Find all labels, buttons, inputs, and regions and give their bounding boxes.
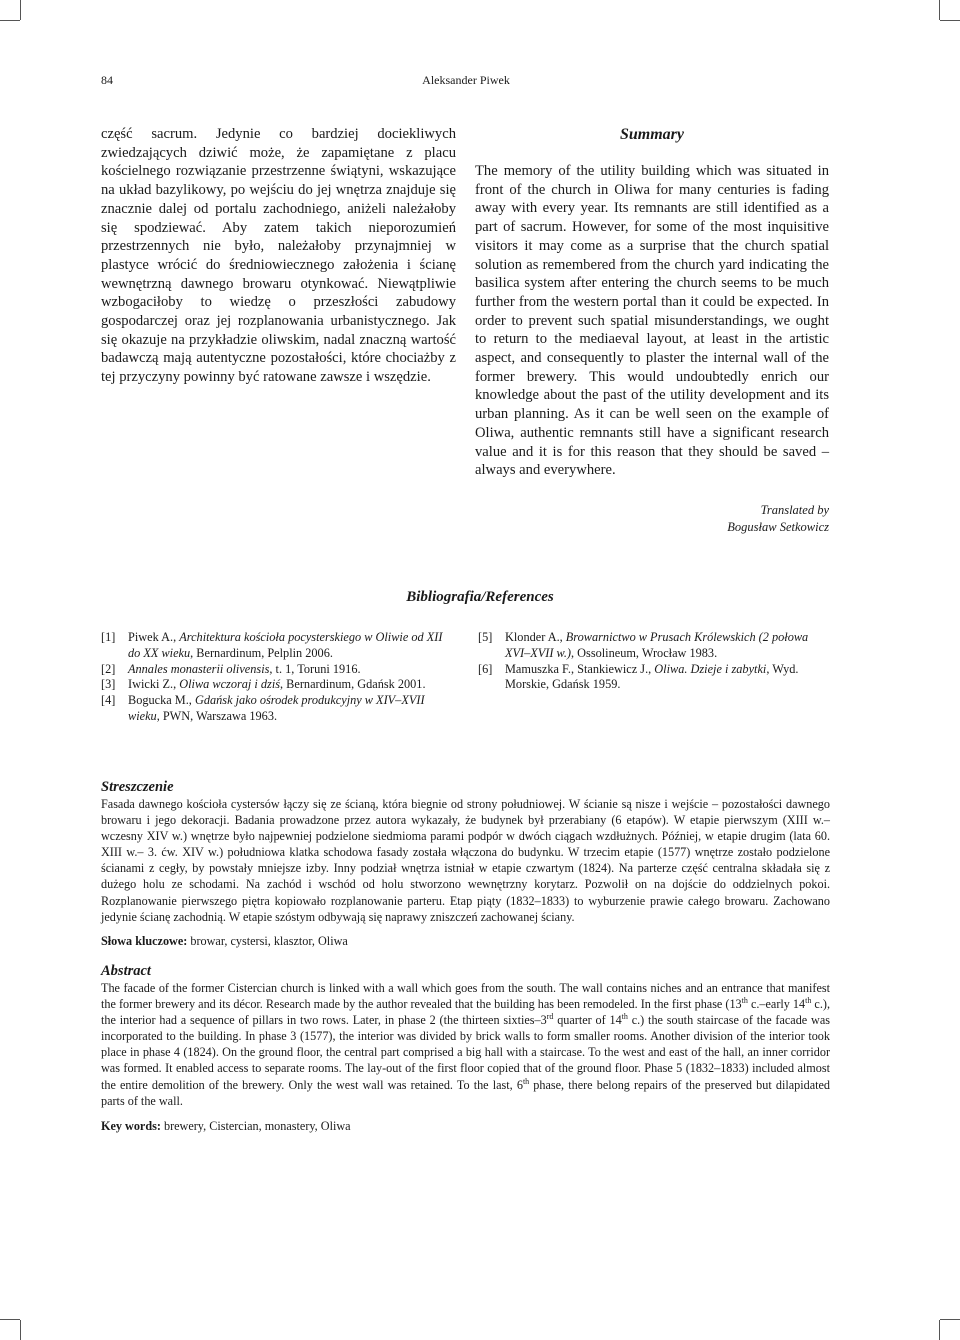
crop-mark [939,0,940,20]
reference-item [101,630,456,662]
polish-keywords [101,934,348,949]
abstract-text: The facade of the former Cistercian church is linked with a wall which goes from the south. The wall contains niches and an entrance that manifest the former brewery and its décor. Research made by the author revealed that the building has been remodeled. In the first phase (13th c.–early 14th c.), the interior had a sequence of pillars in two rows. Later, in phase 2 (the thirteen sixties–3rd quarter of 14th c.) the south staircase of the facade was incorporated to the building. In phase 3 (1577), the interior was divided by brick walls to form smaller rooms. Another division of the interior took place in phase 4 (1824). On the ground floor, the central part comprised a big hall with a staircase. To the west and east of the hall, an inner corridor was formed. It enabled access to separate rooms. The lay-out of the first floor copied that of the ground floor. Phase 5 (1832–1833) included almost the entire demolition of the brewery. Only the west wall was retained. To the last, 6th phase, there belong repairs of the preserved but dilapidated parts of the wall. [101,981,830,1108]
reference-item [101,693,456,725]
reference-number: [5] [478,630,493,644]
translated-by-label: Translated by [760,503,829,517]
reference-author: Bogucka M., [128,693,195,708]
abstract-heading: Abstract [101,963,151,979]
reference-publisher: , Bernardinum, Gdańsk 2001. [280,677,426,692]
reference-publisher: , PWN, Warszawa 1963. [156,708,278,723]
reference-publisher: , Bernardinum, Pelplin 2006. [190,645,333,660]
reference-title: Gdańsk jako ośrodek produkcyjny w XIV–XVII wieku [128,693,425,723]
reference-author: Piwek A., [128,630,180,644]
page-header [101,73,831,91]
running-head: Aleksander Piwek [422,73,510,87]
reference-publisher: , Ossolineum, Wrocław 1983. [571,645,718,660]
keywords-list: brewery, Cistercian, monastery, Oliwa [160,1119,351,1133]
reference-title: Architektura kościoła pocysterskiego w Oliwie od XII do XX wieku [128,630,443,660]
bibliography-right-column [478,630,830,693]
reference-number: [4] [101,693,116,708]
english-keywords [101,1119,351,1134]
reference-publisher: , t. 1, Toruni 1916. [269,661,361,676]
summary-heading: Summary [619,126,684,143]
reference-title: Oliwa wczoraj i dziś [179,677,281,692]
crop-mark [0,20,20,21]
crop-mark [20,1320,21,1340]
reference-item [101,662,456,678]
polish-conclusion-text: część sacrum. Jedynie co bardziej dociekliwych zwiedzających dziwić może, że zapamiętane z placu kościelnego rozwiązanie przestrzenne świątyni, wskazujące na układ bazylikowy, po wejściu do jej wnętrza znajduje się znacznie dalej od portalu zachodniego, aniżeli należałoby się spodziewać. Aby zatem takich nieporozumień przestrzennych nie było, należałoby przynajmniej w plastyce wrócić do średniowiecznego założenia i ścianę wewnętrzną dawnego browaru otynkować. Niewątpliwie wzbogaciłoby to wiedzę o przeszłości zabudowy gospodarczej oraz jej rozplanowania urbanistycznego. Jak się okazuje na przykładzie oliwskim, nadal znaczną wartość badawczą mają autentyczne pozostałości, które chociażby z tej przyczyny powinny być ratowane zawsze i wszędzie. [101,126,456,386]
reference-item [101,677,456,693]
crop-mark [940,1319,960,1320]
keywords-label: Słowa kluczowe: [101,934,188,948]
bibliography-heading: Bibliografia/References [406,589,554,605]
translator-credit [727,502,829,536]
keywords-list: browar, cystersi, klasztor, Oliwa [187,934,348,948]
reference-title: Annales monasterii olivensis [128,661,270,676]
reference-number: [2] [101,661,116,676]
streszczenie-text: Fasada dawnego kościoła cystersów łączy się ze ścianą, która biegnie od strony południowej. W ścianie są nisze i wejście – pozostałości dawnego browaru i jego dekoracji. Badania prowadzone przez autora wykazały, że budynek był przerabiany (6 etapów). W etapie pierwszym (XIII w.–wczesny XIV w.) wnętrze było najpewniej podzielone siedmioma parami podpór w dwóch ciągach wzdłużnych. Później, w etapie drugim (lata 60. XIII w.– 3. ćw. XIV w.) południowa klatka schodowa fasady została włączona do budynku. W trzecim etapie (1577) wnętrze zostało podzielone ścianami z cegły, by powstały mniejsze izby. Inny podział wnętrza istniał w etapie czwartym (1824). Na parterze część centralna składała się z dużego holu ze schodami. Na zachód i wschód od holu stworzono wewnętrzny korytarz. Pozwolił on na dojście do oddzielnych pokoi. Rozplanowanie pierwszego piętra kopiowało rozplanowanie parteru. Etap piąty (1832–1833) to wyburzenie prawie całego browaru. Zachowano jedynie ścianę zachodnią. W etapie szóstym odbywają się naprawy zniszczeń zachowanej ściany. [101,797,830,924]
reference-publisher: , Wyd. Morskie, Gdańsk 1959. [505,661,799,692]
translator-name: Bogusław Setkowicz [727,520,829,534]
crop-mark [940,20,960,21]
reference-number: [1] [101,630,116,644]
page-number: 84 [101,73,113,87]
crop-mark [20,0,21,20]
reference-author: Iwicki Z., [128,677,180,692]
keywords-label: Key words: [101,1119,161,1133]
summary-text: The memory of the utility building which was situated in front of the church in Oliwa for many centuries is fading away with every year. Its remnants are still identified as a part of sacrum. However, for some of the most inquisitive visitors it may come as a surprise that the church spatial solution as remembered from the church yard indicating the basilica system after entering the church seems to be much further from the western portal than it could be expected. In order to prevent such spatial misunderstandings, we ought to return to the mediaeval layout, at least in the artistic aspect, and consequently to plaster the internal wall of the former brewery. This would undoubtedly enrich our knowledge about the past of the utility development and its urban planning. As it can be well seen on the example of Oliwa, authentic remnants still have a significant research value and it is for this reason that they should be saved – always and everywhere. [475,163,829,479]
reference-number: [6] [478,661,493,676]
bibliography-left-column [101,630,456,725]
streszczenie-heading: Streszczenie [101,779,174,795]
reference-title: Browarnictwo w Prusach Królewskich (2 połowa XVI–XVII w.) [505,630,809,660]
reference-number: [3] [101,677,116,692]
reference-item [478,630,830,662]
crop-mark [939,1320,940,1340]
reference-author: Klonder A., [505,630,566,644]
reference-author: Mamuszka F., Stankiewicz J., [505,661,655,676]
reference-title: Oliwa. Dzieje i zabytki [654,661,767,676]
reference-item [478,662,830,694]
crop-mark [0,1319,20,1320]
